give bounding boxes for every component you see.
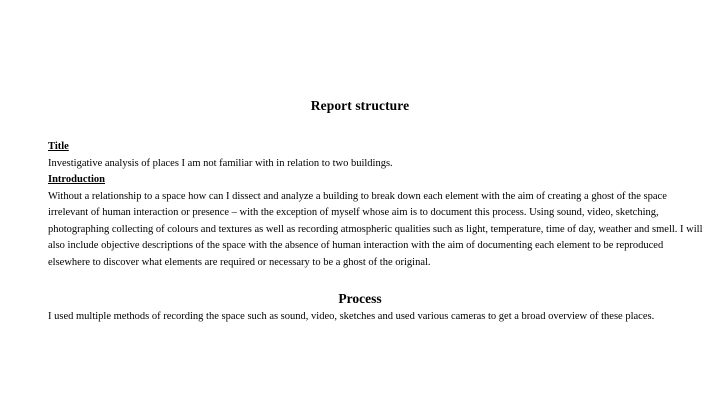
section-title-process: Process bbox=[338, 290, 382, 306]
section-heading-introduction: Introduction bbox=[48, 174, 105, 186]
process-body bbox=[0, 309, 720, 326]
section-heading-title: Title bbox=[48, 141, 69, 152]
section-paragraph-title: Investigative analysis of places I am not familiar with in relation to two buildings. bbox=[48, 157, 393, 169]
page-title: Report structure bbox=[310, 98, 410, 113]
document-body bbox=[0, 138, 720, 272]
section-paragraph-introduction: Without a relationship to a space how can I dissect and analyze a building to break down each element with the aim of creating a ghost of the space irrelevant of human interaction or presence – with the exception of myself whose aim is to document this process. Using sound, video, sketching, photographing collecting of colours and textures as well as recording atmospheric qualities such as light, temperature, time of day, weather and smell. I will also include objective descriptions of the space with the absence of human interaction with the aim of documenting each element to be reproduced elsewhere to discover what elements are required or necessary to be a ghost of the original. bbox=[48, 190, 703, 268]
section-paragraph-process: I used multiple methods of recording the space such as sound, video, sketches and used various cameras to get a broad overview of these places. bbox=[48, 310, 655, 322]
title-spacer bbox=[0, 114, 720, 138]
